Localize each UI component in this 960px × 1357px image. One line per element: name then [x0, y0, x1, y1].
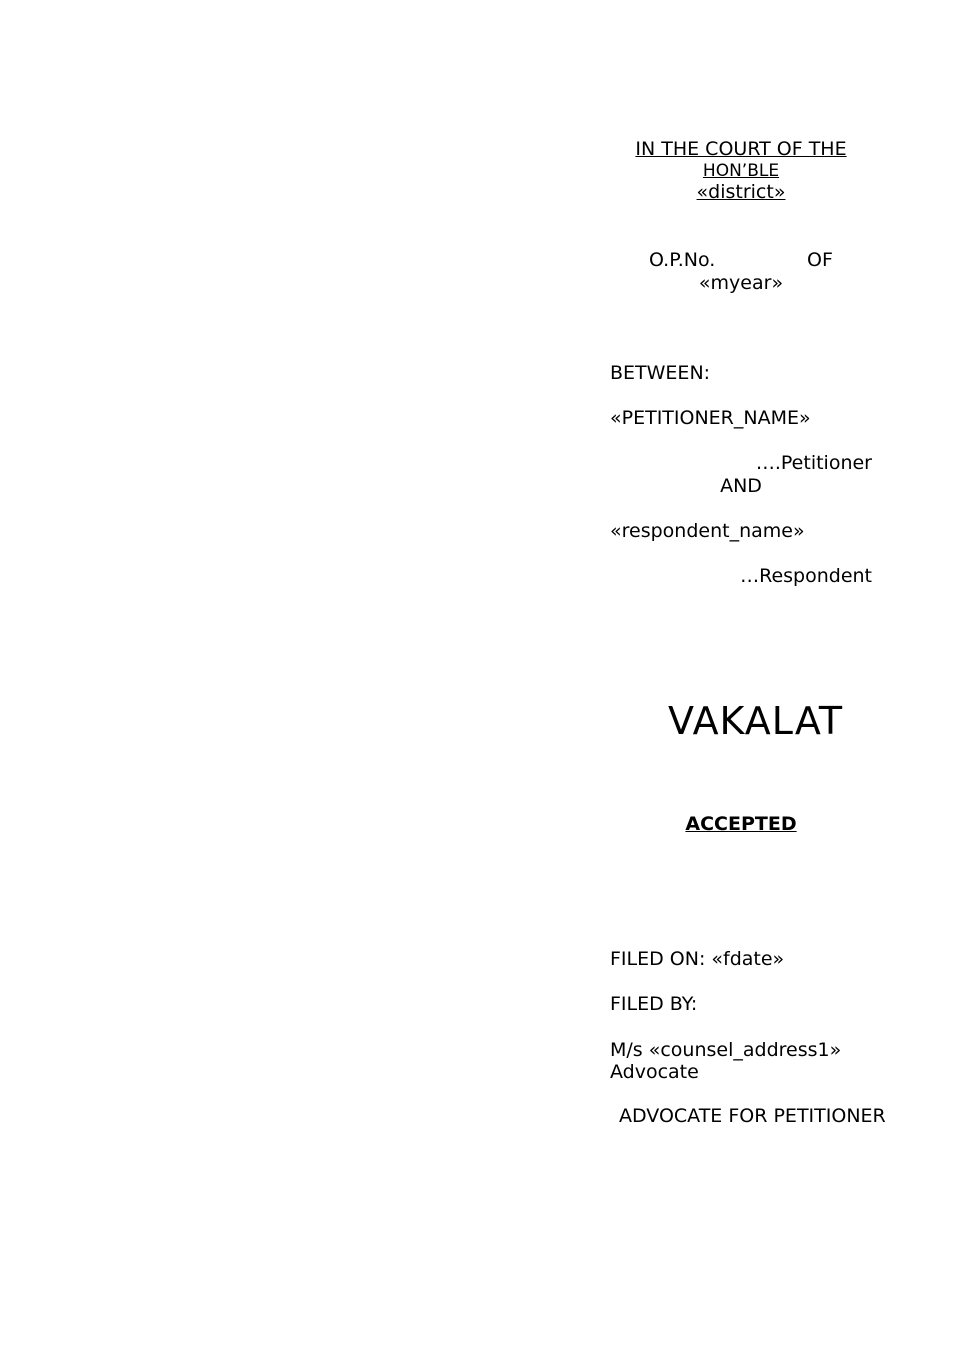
counsel-line: M/s «counsel_address1» [610, 1039, 842, 1061]
respondent-role: …Respondent [740, 565, 872, 587]
between-label: BETWEEN: [610, 362, 711, 384]
counsel-designation: Advocate [610, 1061, 699, 1083]
status-accepted: ACCEPTED [685, 813, 797, 835]
case-year: «myear» [698, 272, 784, 294]
case-number-label: O.P.No. [649, 249, 716, 271]
court-district: «district» [696, 181, 786, 203]
petitioner-role: ….Petitioner [755, 452, 872, 474]
court-heading-line1: IN THE COURT OF THE [635, 138, 847, 160]
advocate-for-petitioner: ADVOCATE FOR PETITIONER [619, 1105, 886, 1127]
filed-by: FILED BY: [610, 993, 698, 1015]
and-label: AND [720, 475, 762, 497]
petitioner-name: «PETITIONER_NAME» [610, 407, 811, 429]
case-number-of: OF [807, 249, 833, 271]
respondent-name: «respondent_name» [610, 520, 805, 542]
filed-on: FILED ON: «fdate» [610, 948, 785, 970]
court-heading-line2: HON’BLE [702, 161, 780, 181]
document-title: VAKALAT [668, 699, 844, 743]
